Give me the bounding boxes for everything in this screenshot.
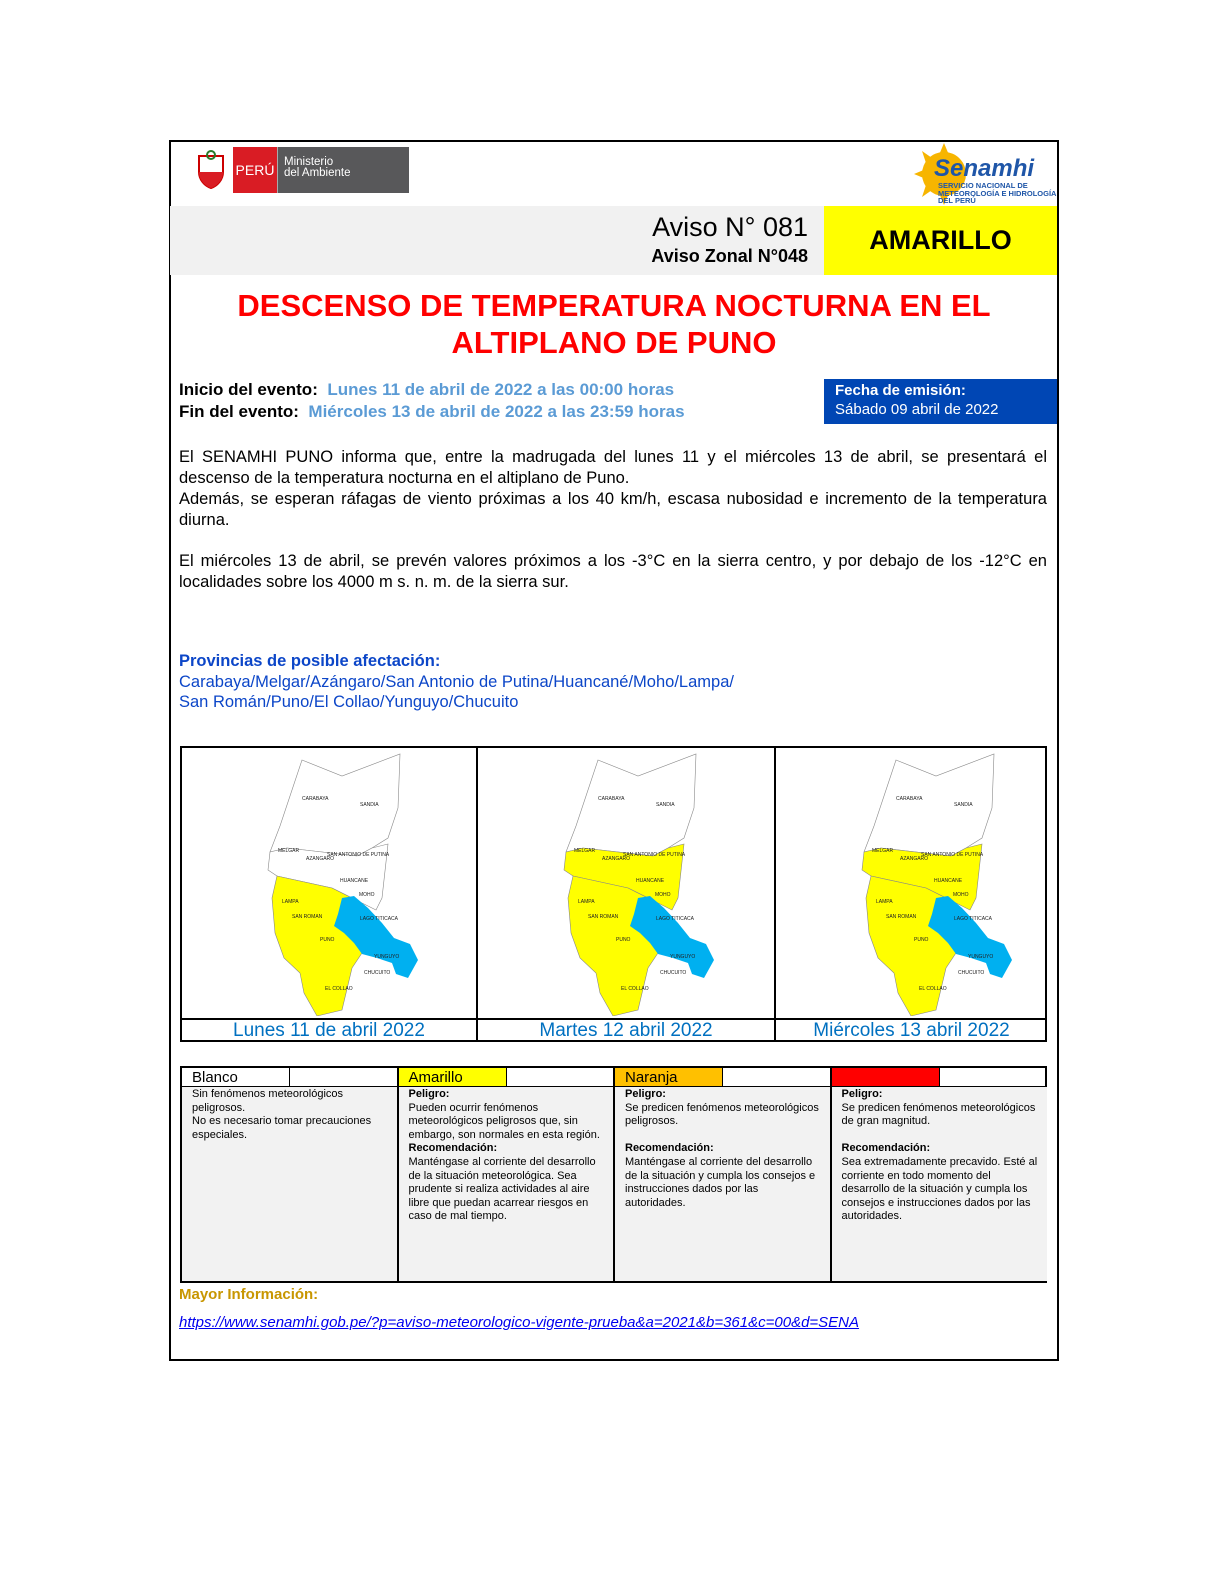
legend-description: [399, 1087, 614, 1281]
aviso-number: Aviso N° 081: [652, 212, 808, 242]
map-label: LAGO TITICACA: [360, 916, 398, 922]
event-end-label: Fin del evento:: [179, 402, 299, 421]
senamhi-wordmark: Senamhi: [934, 155, 1035, 182]
map-label: LAGO TITICACA: [656, 916, 694, 922]
map-label: CARABAYA: [302, 796, 329, 802]
recomendacion-text: Manténgase al corriente del desarrollo de la situación meteorológica. Sea prudente si realiza actividades al aire libre que puedan acarrear riesgos en caso de mal tiempo.: [408, 1155, 596, 1223]
emission-date-box: [824, 379, 1057, 424]
map-panel: [776, 748, 1047, 1042]
legend-naranja: [615, 1068, 832, 1283]
peligro-label: Peligro:: [841, 1088, 883, 1100]
alert-level-badge: AMARILLO: [824, 206, 1057, 275]
legend-level-name: Amarillo: [399, 1068, 506, 1086]
event-start-value: Lunes 11 de abril de 2022 a las 00:00 horas: [327, 380, 675, 399]
recomendacion-label: Recomendación:: [625, 1142, 714, 1155]
map-caption: Martes 12 abril 2022: [478, 1018, 774, 1042]
event-start: [179, 380, 674, 400]
peru-label: PERÚ: [233, 147, 277, 193]
ministry-line2: del Ambiente: [284, 167, 351, 179]
map-label: HUANCANE: [934, 878, 963, 884]
page-title: [170, 287, 1058, 361]
provinces-line1: Carabaya/Melgar/Azángaro/San Antonio de Putina/Huancané/Moho/Lampa/: [179, 672, 734, 691]
map-label: HUANCANE: [340, 878, 369, 884]
peligro-text: Se predicen fenómenos meteorológicos peligrosos.: [625, 1101, 819, 1128]
title-line2: ALTIPLANO DE PUNO: [451, 325, 777, 360]
legend-rojo: [832, 1068, 1047, 1283]
map-label: [939, 143, 949, 155]
recomendacion-text: Manténgase al corriente del desarrollo de la situación y cumpla los consejos e instrucciones dados por las autoridades.: [625, 1155, 816, 1209]
map-label: CARABAYA: [598, 796, 625, 802]
map-label: MOHO: [359, 892, 375, 898]
peligro-label: Peligro:: [408, 1088, 450, 1100]
map-label: CHUCUITO: [958, 970, 985, 976]
map-region-north: [566, 754, 696, 856]
provinces: [179, 651, 734, 713]
emission-label: Fecha de emisión:: [835, 382, 966, 399]
event-start-label: Inicio del evento:: [179, 380, 318, 399]
map-label: LAMPA: [578, 899, 595, 905]
map-panel: [478, 748, 776, 1042]
map-label: EL COLLAO: [325, 986, 353, 992]
recomendacion-text: Sea extremadamente precavido. Esté al corriente en todo momento del desarrollo de la situación y cumpla los consejos e instrucciones dados por las autoridades.: [841, 1155, 1038, 1223]
map-label: MELGAR: [872, 848, 894, 854]
provinces-label: Provincias de posible afectación:: [179, 652, 441, 670]
map-label: LAMPA: [876, 899, 893, 905]
map-label: MELGAR: [574, 848, 596, 854]
event-end-value: Miércoles 13 de abril de 2022 a las 23:59 horas: [308, 402, 685, 421]
body-paragraph: El SENAMHI PUNO informa que, entre la madrugada del lunes 11 y el miércoles 13 de abril, se presentará el descenso de la temperatura nocturna en el altiplano de Puno.: [179, 448, 1047, 487]
peligro-text: Pueden ocurrir fenómenos meteorológicos peligrosos que, sin embargo, son normales en esta región.: [408, 1101, 600, 1141]
map-caption: Lunes 11 de abril 2022: [182, 1018, 476, 1042]
body-paragraph: Además, se esperan ráfagas de viento próximas a los 40 km/h, escasa nubosidad e incremento de la temperatura diurna.: [179, 490, 1047, 529]
ministry-name: [277, 147, 409, 193]
map-label: EL COLLAO: [919, 986, 947, 992]
map-label: YUNGUYO: [374, 954, 400, 960]
ministry-logo: [195, 147, 409, 193]
map-label: SAN ANTONIO DE PUTINA: [327, 852, 390, 858]
map-label: LAMPA: [282, 899, 299, 905]
legend-description: [182, 1087, 397, 1281]
legend-description: [615, 1087, 830, 1281]
legend-empty-cell: [722, 1068, 829, 1086]
ministry-line1: Ministerio: [284, 156, 334, 168]
legend-text: Sin fenómenos meteorológicos peligrosos.: [192, 1088, 344, 1114]
map-label: EL COLLAO: [621, 986, 649, 992]
aviso-zonal: Aviso Zonal N°048: [651, 246, 808, 266]
map-label: SANDIA: [954, 802, 973, 808]
map-label: SAN ROMAN: [292, 914, 323, 920]
map-label: PUNO: [320, 937, 335, 943]
title-line1: DESCENSO DE TEMPERATURA NOCTURNA EN EL: [237, 288, 991, 323]
recomendacion-label: Recomendación:: [841, 1142, 931, 1155]
map-label: YUNGUYO: [670, 954, 696, 960]
peligro-label: Peligro:: [625, 1088, 666, 1100]
map-label: CARABAYA: [896, 796, 923, 802]
map-label: SAN ANTONIO DE PUTINA: [623, 852, 686, 858]
map-label: SAN ANTONIO DE PUTINA: [921, 852, 984, 858]
map-label: SAN ROMAN: [588, 914, 619, 920]
legend-level-name: Rojo: [832, 1068, 940, 1086]
legend-amarillo: [399, 1068, 616, 1283]
legend-text: No es necesario tomar precauciones especiales.: [192, 1115, 372, 1141]
recomendacion-label: Recomendación:: [408, 1142, 498, 1155]
peru-coat-of-arms-icon: [195, 150, 227, 190]
map-label: CHUCUITO: [364, 970, 391, 976]
provinces-line2: San Román/Puno/El Collao/Yunguyo/Chucuito: [179, 693, 519, 711]
maps-table: [180, 746, 1047, 1042]
map-label: SANDIA: [360, 802, 379, 808]
map-label: HUANCANE: [636, 878, 665, 884]
body-paragraph: El miércoles 13 de abril, se prevén valores próximos a los -3°C en la sierra centro, y por debajo de los -12°C en localidades sobre los 4000 m s. n. m. de la sierra sur.: [179, 552, 1047, 591]
more-info-link[interactable]: https://www.senamhi.gob.pe/?p=aviso-meteorologico-vigente-prueba&a=2021&b=361&c=00&d=SENA: [179, 1314, 860, 1331]
puno-map: [478, 748, 774, 1016]
map-label: PUNO: [616, 937, 631, 943]
map-region-north: [864, 754, 994, 856]
event-end: [179, 402, 685, 422]
map-region-north: [270, 754, 400, 856]
puno-map: [776, 748, 1072, 1016]
legend-empty-cell: [506, 1068, 613, 1086]
map-label: MOHO: [953, 892, 969, 898]
legend-level-name: Blanco: [182, 1068, 289, 1086]
senamhi-subtitle: SERVICIO NACIONAL DE METEOROLOGÍA E HIDROLOGÍA DEL PERÚ: [938, 181, 1057, 206]
peligro-text: Se predicen fenómenos meteorológicos de gran magnitud.: [841, 1101, 1036, 1128]
map-label: CHUCUITO: [660, 970, 687, 976]
map-label: AZANGARO: [602, 856, 631, 862]
legend-description: [832, 1087, 1047, 1281]
bulletin-body: [179, 447, 1047, 613]
map-label: SANDIA: [656, 802, 675, 808]
puno-map: [182, 748, 478, 1016]
map-label: MOHO: [655, 892, 671, 898]
map-label: AZANGARO: [900, 856, 929, 862]
alert-legend-table: [180, 1066, 1047, 1283]
legend-empty-cell: [289, 1068, 396, 1086]
map-label: AZANGARO: [306, 856, 335, 862]
legend-blanco: [182, 1068, 399, 1283]
legend-empty-cell: [939, 1068, 1047, 1086]
legend-level-name: Naranja: [615, 1068, 722, 1086]
map-label: PUNO: [914, 937, 929, 943]
emission-value: Sábado 09 abril de 2022: [835, 401, 999, 418]
map-caption: Miércoles 13 abril 2022: [776, 1018, 1047, 1042]
map-panel: [182, 748, 478, 1042]
map-label: [914, 169, 926, 179]
more-info-label: Mayor Información:: [179, 1286, 319, 1303]
map-label: SAN ROMAN: [886, 914, 917, 920]
map-label: YUNGUYO: [968, 954, 994, 960]
map-label: LAGO TITICACA: [954, 916, 992, 922]
map-label: MELGAR: [278, 848, 300, 854]
